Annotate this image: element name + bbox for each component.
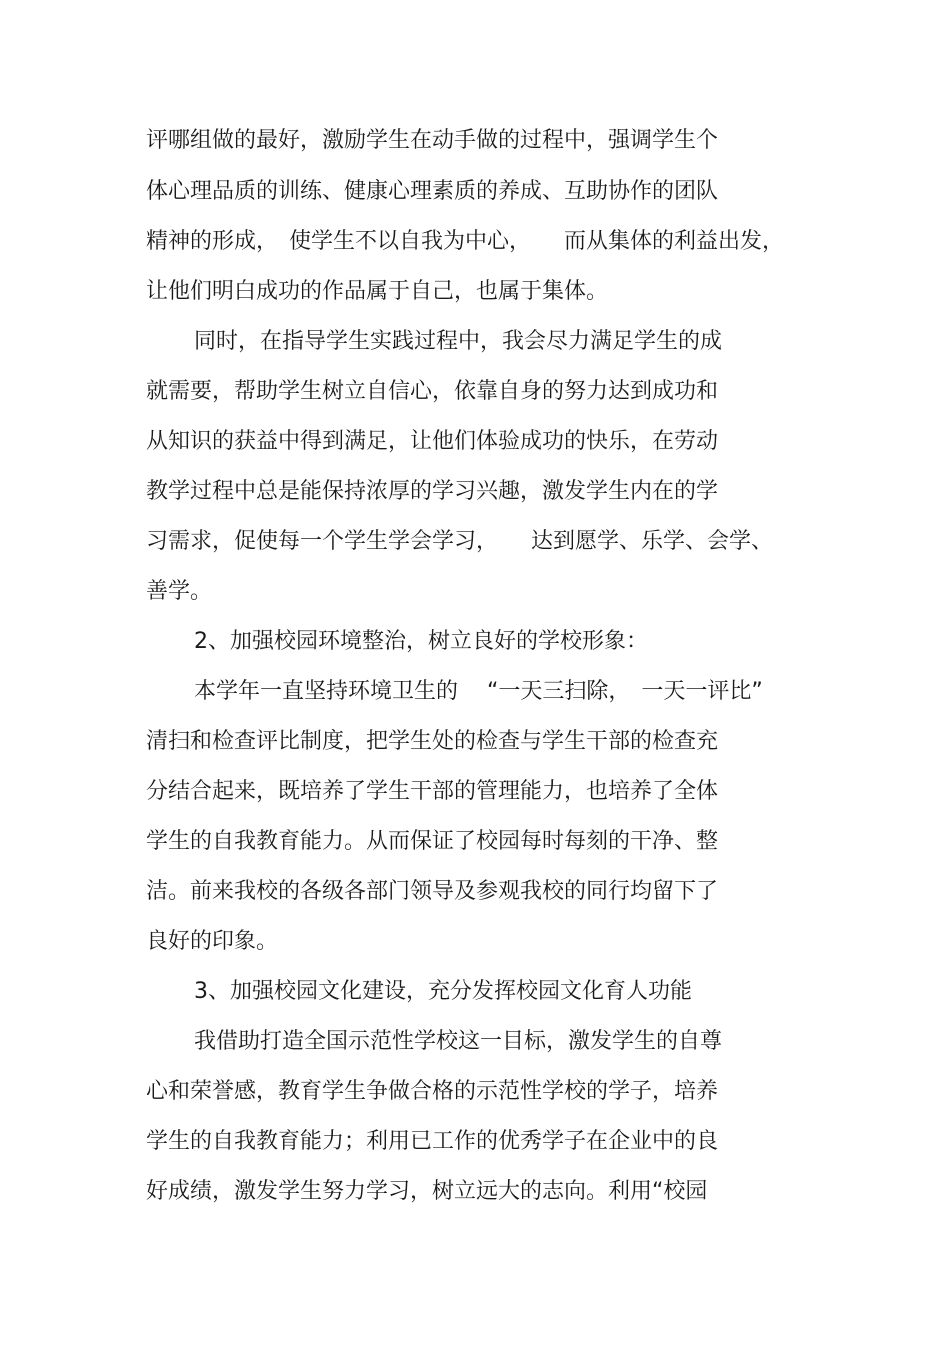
text-line: 我借助打造全国示范性学校这一目标，激发学生的自尊 xyxy=(194,1029,723,1054)
text-line: 本学年一直坚持环境卫生的 “一天三扫除， 一天一评比” xyxy=(194,679,763,704)
text-line: 精神的形成， 使学生不以自我为中心， 而从集体的利益出发， xyxy=(146,229,785,254)
text-line: 体心理品质的训练、健康心理素质的养成、互助协作的团队 xyxy=(146,179,719,204)
text-line: 分结合起来，既培养了学生干部的管理能力，也培养了全体 xyxy=(146,779,719,804)
text-line: 心和荣誉感，教育学生争做合格的示范性学校的学子，培养 xyxy=(146,1079,719,1104)
text-line: 良好的印象。 xyxy=(146,929,279,954)
text-line: 洁。前来我校的各级各部门领导及参观我校的同行均留下了 xyxy=(146,879,719,904)
text-line: 学生的自我教育能力。从而保证了校园每时每刻的干净、整 xyxy=(146,829,719,854)
text-line: 善学。 xyxy=(146,579,213,604)
text-line: 教学过程中总是能保持浓厚的学习兴趣，激发学生内在的学 xyxy=(146,479,719,504)
section-heading: 3、加强校园文化建设，充分发挥校园文化育人功能 xyxy=(194,979,692,1004)
section-heading: 2、加强校园环境整治，树立良好的学校形象： xyxy=(194,629,648,654)
text-line: 从知识的获益中得到满足，让他们体验成功的快乐，在劳动 xyxy=(146,429,719,454)
text-line: 评哪组做的最好，激励学生在动手做的过程中，强调学生个 xyxy=(146,128,719,153)
text-line: 就需要，帮助学生树立自信心，依靠自身的努力达到成功和 xyxy=(146,379,719,404)
text-line: 好成绩，激发学生努力学习，树立远大的志向。利用“校园 xyxy=(146,1179,708,1204)
text-line: 学生的自我教育能力；利用已工作的优秀学子在企业中的良 xyxy=(146,1129,719,1154)
text-line: 清扫和检查评比制度，把学生处的检查与学生干部的检查充 xyxy=(146,729,719,754)
text-line: 习需求，促使每一个学生学会学习， 达到愿学、乐学、会学、 xyxy=(146,529,774,554)
text-line: 让他们明白成功的作品属于自己，也属于集体。 xyxy=(146,279,609,304)
text-line: 同时，在指导学生实践过程中，我会尽力满足学生的成 xyxy=(194,329,723,354)
